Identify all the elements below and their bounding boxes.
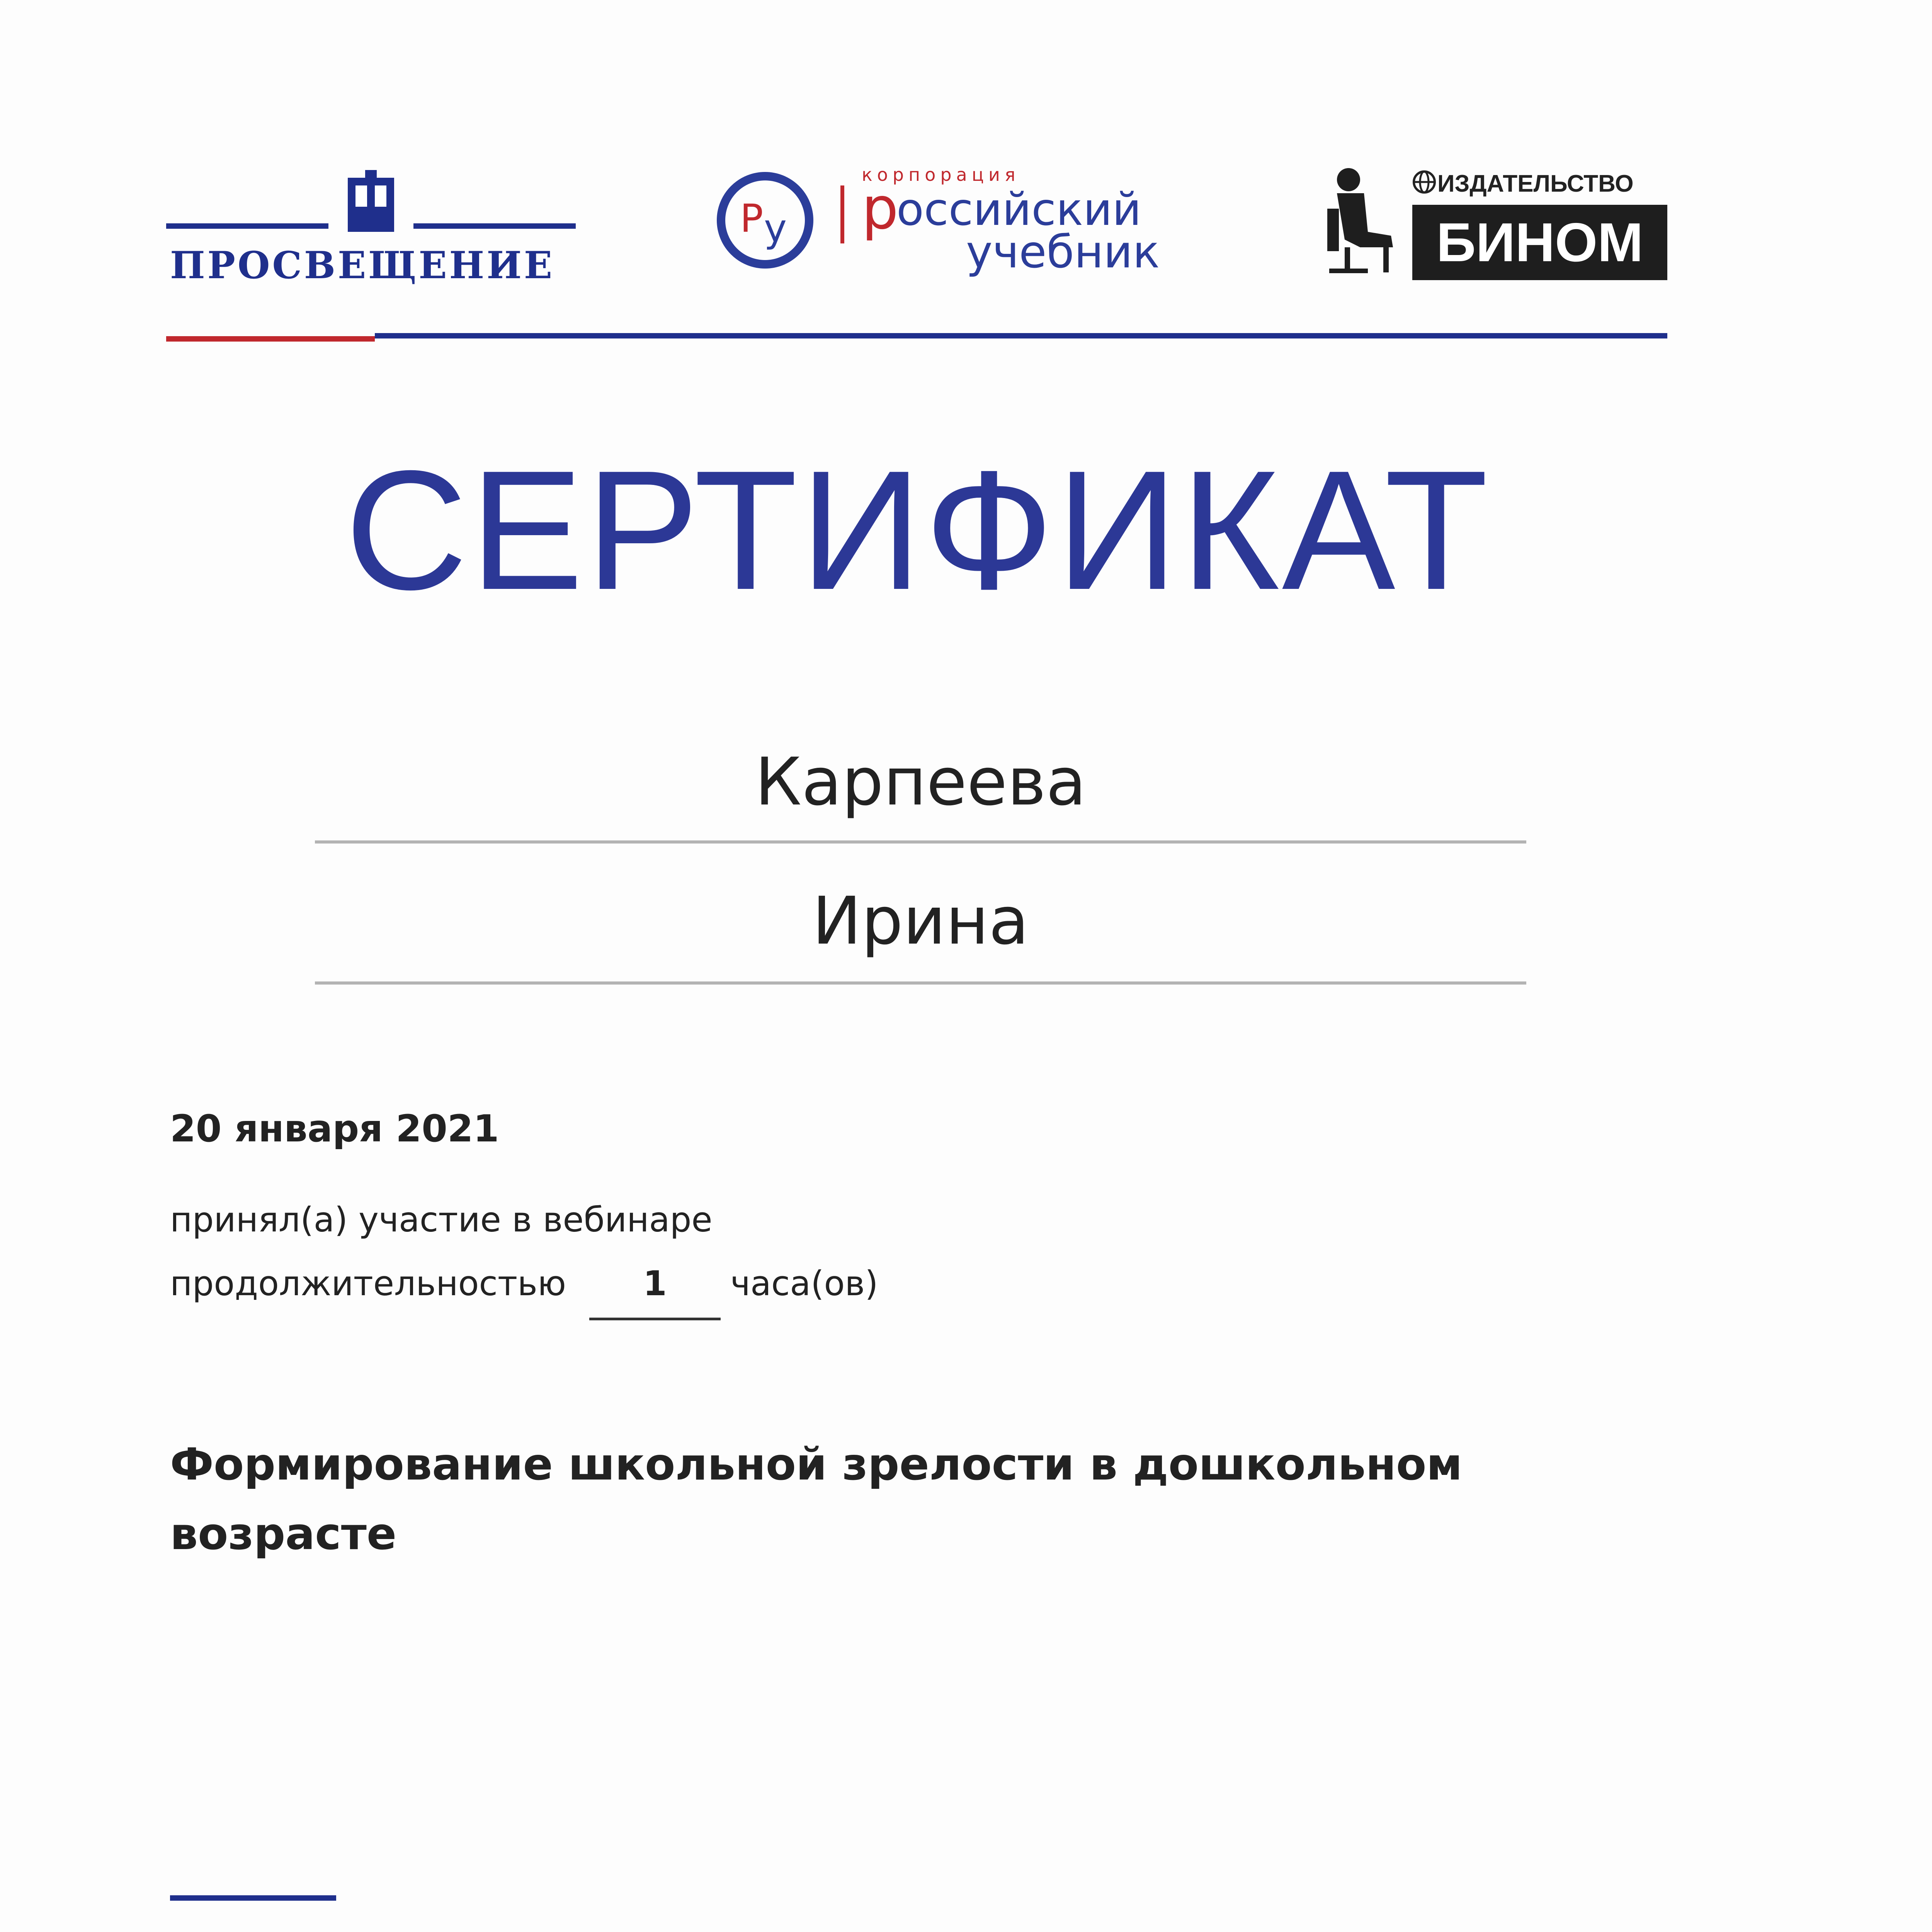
recipient-surname: Карпеева bbox=[755, 744, 1087, 820]
duration-underline bbox=[589, 1318, 721, 1320]
ru-line2: учебник bbox=[966, 226, 1160, 278]
globe-icon bbox=[1412, 170, 1436, 194]
seated-figure-icon bbox=[1321, 166, 1399, 278]
given-name-underline bbox=[315, 981, 1526, 985]
ru-line1: оссийский bbox=[896, 184, 1141, 236]
binom-publisher-label: ИЗДАТЕЛЬСТВО bbox=[1437, 170, 1634, 197]
header-rule-red bbox=[166, 336, 375, 342]
svg-text:у: у bbox=[764, 206, 787, 251]
header-rule-blue bbox=[375, 333, 1667, 338]
ru-corporation-label: корпорация bbox=[862, 164, 1020, 185]
svg-text:Р: Р bbox=[740, 196, 764, 241]
duration-label: продолжительностью bbox=[170, 1264, 566, 1303]
logo-line-right bbox=[413, 223, 576, 229]
event-date: 20 января 2021 bbox=[170, 1107, 499, 1150]
recipient-given-name: Ирина bbox=[812, 883, 1029, 959]
prosveshchenie-emblem-icon bbox=[344, 170, 398, 236]
duration-unit: часа(ов) bbox=[730, 1264, 878, 1303]
ru-initial-letter: р bbox=[862, 175, 899, 242]
prosveshchenie-logo-text: ПРОСВЕЩЕНИЕ bbox=[170, 243, 555, 287]
duration-value: 1 bbox=[643, 1264, 667, 1303]
participation-text: принял(а) участие в вебинаре bbox=[170, 1200, 713, 1240]
logo-line-left bbox=[166, 223, 328, 229]
binom-name: БИНОМ bbox=[1412, 205, 1667, 280]
ru-monogram-icon bbox=[728, 184, 802, 257]
webinar-topic: Формирование школьной зрелости в дошкольном возрасте bbox=[170, 1439, 1463, 1560]
ru-separator bbox=[840, 185, 844, 243]
certificate-title: СЕРТИФИКАТ bbox=[345, 435, 1491, 625]
signature-separator bbox=[170, 1895, 336, 1901]
surname-underline bbox=[315, 840, 1526, 844]
